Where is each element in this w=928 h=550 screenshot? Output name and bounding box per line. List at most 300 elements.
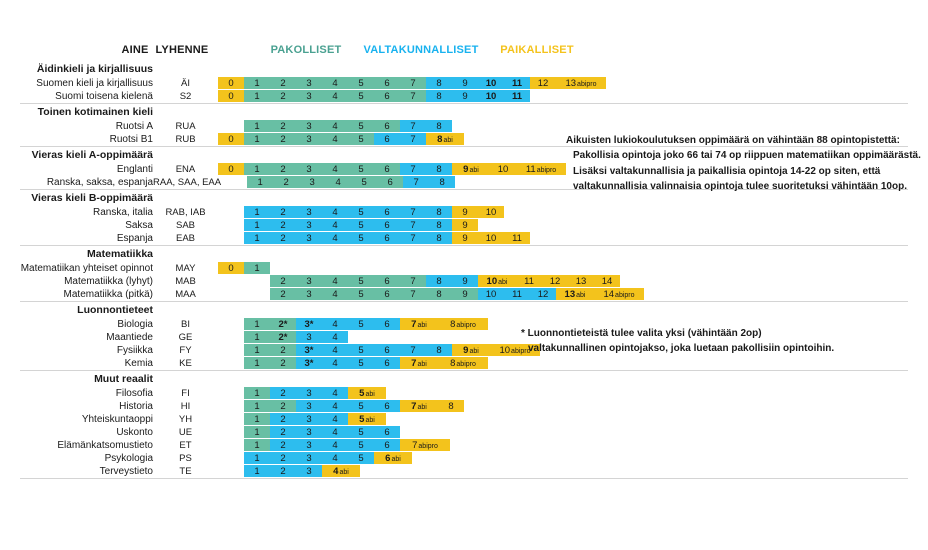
course-bars bbox=[218, 163, 566, 175]
course-unit-cell: 6 bbox=[374, 357, 400, 369]
course-unit-cell: 3 bbox=[296, 331, 322, 343]
course-unit-suffix: abipro bbox=[615, 292, 635, 299]
course-unit-cell: 9 bbox=[452, 275, 478, 287]
course-bars bbox=[218, 206, 504, 218]
course-row bbox=[8, 90, 920, 102]
course-bars bbox=[218, 357, 488, 369]
course-unit-cell: 6 bbox=[374, 77, 400, 89]
course-unit-cell: 10 abi bbox=[478, 275, 516, 287]
course-unit-cell: 6 bbox=[374, 120, 400, 132]
course-unit-cell: 1 bbox=[244, 387, 270, 399]
course-unit-cell: 2* bbox=[270, 318, 296, 330]
course-unit-cell: 10 bbox=[478, 77, 504, 89]
course-unit-cell: 4 abi bbox=[322, 465, 360, 477]
course-unit-cell: 6 bbox=[374, 219, 400, 231]
course-unit-cell: 2 bbox=[270, 413, 296, 425]
course-unit-cell: 4 bbox=[322, 387, 348, 399]
course-name: Kemia bbox=[124, 357, 153, 369]
course-name: Terveystieto bbox=[99, 465, 153, 477]
course-unit-cell: 7 bbox=[400, 275, 426, 287]
group-header: Vieras kieli B-oppimäärä bbox=[31, 192, 153, 204]
course-unit-cell: 8 bbox=[426, 77, 452, 89]
course-unit-cell: 5 bbox=[348, 206, 374, 218]
course-bars bbox=[218, 219, 478, 231]
course-unit-cell: 4 bbox=[325, 176, 351, 188]
course-unit-cell: 3 bbox=[296, 90, 322, 102]
group-header: Toinen kotimainen kieli bbox=[37, 106, 153, 118]
course-bars bbox=[218, 77, 606, 89]
course-table bbox=[8, 63, 920, 481]
course-unit-cell: 2 bbox=[270, 426, 296, 438]
course-name: Biologia bbox=[117, 318, 153, 330]
course-unit-suffix: abi bbox=[391, 456, 401, 463]
course-unit-cell: 7 bbox=[400, 120, 426, 132]
course-unit-suffix: abi bbox=[443, 137, 453, 144]
course-unit-cell: 9 bbox=[452, 288, 478, 300]
course-unit-cell: 6 bbox=[374, 439, 400, 451]
course-unit-cell: 13 abi bbox=[556, 288, 594, 300]
course-bars bbox=[218, 288, 644, 300]
course-name: Uskonto bbox=[116, 426, 153, 438]
course-name: Filosofia bbox=[115, 387, 153, 399]
course-unit-cell: 3 bbox=[296, 387, 322, 399]
course-abbr: GE bbox=[178, 331, 193, 343]
course-unit-cell: 8 abi bbox=[426, 133, 464, 145]
course-unit-cell: 7 bbox=[400, 219, 426, 231]
course-unit-cell: 1 bbox=[244, 219, 270, 231]
course-unit-cell: 5 bbox=[348, 439, 374, 451]
course-unit-cell: 4 bbox=[322, 275, 348, 287]
course-name: Ranska, italia bbox=[92, 206, 153, 218]
course-row bbox=[8, 288, 920, 300]
course-unit-suffix: abi bbox=[469, 348, 479, 355]
course-abbr: ÄI bbox=[181, 77, 190, 89]
course-unit-cell: 4 bbox=[322, 426, 348, 438]
course-name: Elämänkatsomustieto bbox=[57, 439, 153, 451]
note-line: Pakollisia opintoja joko 66 tai 74 op riippuen matematiikan oppimäärästä. bbox=[573, 150, 921, 162]
course-unit-cell: 4 bbox=[322, 331, 348, 343]
course-bars bbox=[218, 232, 530, 244]
course-abbr: MAY bbox=[175, 262, 196, 274]
course-bars bbox=[218, 275, 620, 287]
course-unit-cell: 2 bbox=[270, 232, 296, 244]
course-unit-cell: 10 abipro bbox=[490, 344, 540, 356]
course-unit-cell: 7 abipro bbox=[400, 439, 450, 451]
course-unit-cell: 5 bbox=[348, 232, 374, 244]
course-unit-cell: 2 bbox=[270, 288, 296, 300]
course-unit-cell: 7 bbox=[400, 77, 426, 89]
course-unit-cell: 13 abipro bbox=[556, 77, 606, 89]
course-unit-cell: 4 bbox=[322, 232, 348, 244]
course-unit-cell: 1 bbox=[244, 90, 270, 102]
course-unit-cell: 2 bbox=[270, 387, 296, 399]
course-unit-cell: 2 bbox=[270, 120, 296, 132]
course-unit-cell: 11 bbox=[504, 232, 530, 244]
course-abbr: SAB bbox=[175, 219, 195, 231]
group-header: Vieras kieli A-oppimäärä bbox=[31, 149, 153, 161]
course-row bbox=[8, 120, 920, 132]
course-unit-cell: 0 bbox=[218, 262, 244, 274]
course-unit-cell: 4 bbox=[322, 452, 348, 464]
legend-valtakunnalliset: VALTAKUNNALLISET bbox=[363, 44, 479, 56]
course-abbr: TE bbox=[179, 465, 192, 477]
course-bars bbox=[218, 465, 360, 477]
course-name: Psykologia bbox=[104, 452, 153, 464]
course-abbr: HI bbox=[180, 400, 191, 412]
course-abbr: ET bbox=[179, 439, 192, 451]
course-row bbox=[8, 357, 920, 369]
course-unit-cell: 7 bbox=[400, 90, 426, 102]
course-unit-suffix: abi bbox=[417, 322, 427, 329]
course-unit-cell: 5 bbox=[348, 288, 374, 300]
course-unit-cell: 7 bbox=[400, 344, 426, 356]
course-unit-cell: 5 bbox=[348, 120, 374, 132]
course-unit-cell: 2 bbox=[270, 163, 296, 175]
course-row bbox=[8, 387, 920, 399]
course-abbr: FY bbox=[179, 344, 192, 356]
course-unit-cell: 2 bbox=[270, 90, 296, 102]
course-unit-cell: 12 bbox=[542, 275, 568, 287]
course-unit-cell: 1 bbox=[244, 331, 270, 343]
course-bars bbox=[218, 331, 348, 343]
course-unit-cell: 10 bbox=[490, 163, 516, 175]
course-unit-cell: 9 bbox=[452, 232, 478, 244]
course-name: Fysiikka bbox=[116, 344, 153, 356]
course-unit-cell: 4 bbox=[322, 400, 348, 412]
course-unit-cell: 8 bbox=[438, 400, 464, 412]
course-abbr: YH bbox=[178, 413, 193, 425]
course-unit-cell: 3 bbox=[296, 120, 322, 132]
legend-paikalliset: PAIKALLISET bbox=[500, 44, 574, 56]
course-bars bbox=[218, 413, 386, 425]
course-unit-cell: 7 bbox=[400, 206, 426, 218]
course-row bbox=[8, 219, 920, 231]
course-unit-cell: 11 bbox=[504, 90, 530, 102]
course-abbr: BI bbox=[181, 318, 190, 330]
course-unit-cell: 5 bbox=[348, 90, 374, 102]
group-header: Muut reaalit bbox=[94, 373, 153, 385]
course-unit-cell: 1 bbox=[244, 426, 270, 438]
course-unit-cell: 11 abipro bbox=[516, 163, 566, 175]
course-unit-cell: 9 bbox=[452, 90, 478, 102]
course-unit-cell: 2 bbox=[270, 219, 296, 231]
course-bars bbox=[221, 176, 455, 188]
course-abbr: ENA bbox=[175, 163, 196, 175]
course-row bbox=[8, 413, 920, 425]
course-abbr: UE bbox=[178, 426, 193, 438]
course-unit-cell: 9 bbox=[452, 206, 478, 218]
course-unit-cell: 1 bbox=[244, 262, 270, 274]
course-unit-cell: 8 bbox=[426, 90, 452, 102]
course-unit-cell: 10 bbox=[478, 232, 504, 244]
course-unit-suffix: abi bbox=[576, 292, 586, 299]
course-bars bbox=[218, 262, 270, 274]
course-unit-cell: 2 bbox=[270, 452, 296, 464]
course-unit-cell: 1 bbox=[244, 163, 270, 175]
course-unit-cell: 3 bbox=[296, 133, 322, 145]
course-unit-suffix: abipro bbox=[536, 167, 557, 174]
course-unit-cell: 0 bbox=[218, 133, 244, 145]
course-row bbox=[8, 206, 920, 218]
course-unit-cell: 9 bbox=[452, 219, 478, 231]
course-unit-cell: 5 bbox=[348, 344, 374, 356]
course-unit-cell: 0 bbox=[218, 90, 244, 102]
course-unit-cell: 5 abi bbox=[348, 413, 386, 425]
course-unit-cell: 5 bbox=[348, 452, 374, 464]
course-unit-cell: 6 bbox=[374, 400, 400, 412]
course-unit-suffix: abi bbox=[417, 404, 427, 411]
course-unit-cell: 1 bbox=[244, 206, 270, 218]
course-unit-cell: 11 bbox=[516, 275, 542, 287]
course-name: Maantiede bbox=[106, 331, 153, 343]
course-unit-cell: 2 bbox=[270, 133, 296, 145]
course-unit-cell: 2 bbox=[270, 275, 296, 287]
course-unit-cell: 2 bbox=[270, 77, 296, 89]
course-unit-cell: 14 bbox=[594, 275, 620, 287]
course-unit-suffix: abi bbox=[339, 469, 349, 476]
course-unit-cell: 4 bbox=[322, 219, 348, 231]
course-unit-suffix: abipro bbox=[577, 81, 597, 88]
course-unit-cell: 2 bbox=[270, 439, 296, 451]
course-unit-cell: 4 bbox=[322, 133, 348, 145]
course-unit-cell: 4 bbox=[322, 344, 348, 356]
course-unit-cell: 8 bbox=[426, 219, 452, 231]
course-unit-cell: 11 bbox=[504, 77, 530, 89]
course-unit-cell: 3* bbox=[296, 318, 322, 330]
course-row bbox=[8, 275, 920, 287]
course-unit-cell: 8 bbox=[426, 288, 452, 300]
course-unit-suffix: abi bbox=[417, 361, 427, 368]
course-unit-cell: 10 bbox=[478, 90, 504, 102]
course-unit-cell: 8 bbox=[426, 232, 452, 244]
course-name: Suomen kieli ja kirjallisuus bbox=[36, 77, 153, 89]
course-abbr: S2 bbox=[179, 90, 192, 102]
course-unit-cell: 1 bbox=[244, 232, 270, 244]
course-unit-cell: 3 bbox=[296, 439, 322, 451]
course-unit-cell: 5 bbox=[348, 163, 374, 175]
course-unit-cell: 1 bbox=[247, 176, 273, 188]
course-unit-cell: 3 bbox=[296, 77, 322, 89]
course-unit-cell: 3 bbox=[296, 288, 322, 300]
note-luonnontieteet bbox=[521, 326, 834, 357]
course-unit-cell: 7 bbox=[400, 163, 426, 175]
course-abbr: MAA bbox=[175, 288, 196, 300]
course-unit-cell: 7 bbox=[400, 133, 426, 145]
group-separator bbox=[20, 301, 908, 302]
course-unit-cell: 1 bbox=[244, 133, 270, 145]
course-unit-cell: 6 bbox=[374, 344, 400, 356]
course-bars bbox=[218, 133, 464, 145]
course-unit-cell: 5 bbox=[348, 400, 374, 412]
course-name: Matematiikan yhteiset opinnot bbox=[20, 262, 153, 274]
course-unit-cell: 3 bbox=[296, 400, 322, 412]
course-unit-cell: 5 abi bbox=[348, 387, 386, 399]
course-unit-cell: 4 bbox=[322, 77, 348, 89]
course-unit-cell: 13 bbox=[568, 275, 594, 287]
course-unit-cell: 1 bbox=[244, 465, 270, 477]
note-line: Lisäksi valtakunnallisia ja paikallisia opintoja 14-22 op siten, että bbox=[573, 165, 881, 177]
course-unit-cell: 4 bbox=[322, 206, 348, 218]
course-bars bbox=[218, 439, 450, 451]
group-separator bbox=[20, 478, 908, 479]
course-abbr: RUA bbox=[175, 120, 196, 132]
course-name: Englanti bbox=[116, 163, 153, 175]
course-abbr: MAB bbox=[175, 275, 196, 287]
course-unit-cell: 1 bbox=[244, 400, 270, 412]
course-unit-cell: 3* bbox=[296, 357, 322, 369]
course-row bbox=[8, 465, 920, 477]
course-unit-cell: 1 bbox=[244, 120, 270, 132]
course-unit-cell: 6 bbox=[374, 90, 400, 102]
course-unit-cell: 2 bbox=[270, 344, 296, 356]
course-unit-cell: 2 bbox=[270, 357, 296, 369]
course-unit-cell: 6 bbox=[374, 133, 400, 145]
course-unit-cell: 6 bbox=[374, 206, 400, 218]
course-unit-cell: 6 abi bbox=[374, 452, 412, 464]
course-unit-suffix: abipro bbox=[511, 348, 531, 355]
course-abbr: KE bbox=[179, 357, 192, 369]
course-unit-cell: 1 bbox=[244, 357, 270, 369]
course-row bbox=[8, 439, 920, 451]
course-name: Suomi toisena kielenä bbox=[55, 90, 153, 102]
course-unit-cell: 8 bbox=[426, 163, 452, 175]
course-unit-cell: 0 bbox=[218, 77, 244, 89]
course-unit-cell: 1 bbox=[244, 77, 270, 89]
course-abbr: FI bbox=[181, 387, 190, 399]
course-unit-cell: 2 bbox=[270, 400, 296, 412]
course-unit-cell: 5 bbox=[348, 219, 374, 231]
course-unit-cell: 8 abipro bbox=[438, 318, 488, 330]
course-abbr: EAB bbox=[175, 232, 195, 244]
course-unit-cell: 7 bbox=[400, 288, 426, 300]
course-unit-cell: 6 bbox=[374, 232, 400, 244]
course-unit-cell: 12 bbox=[530, 288, 556, 300]
course-unit-cell: 8 bbox=[426, 120, 452, 132]
course-unit-cell: 1 bbox=[244, 344, 270, 356]
course-unit-cell: 7 abi bbox=[400, 357, 438, 369]
course-unit-cell: 5 bbox=[348, 426, 374, 438]
course-unit-cell: 6 bbox=[374, 426, 400, 438]
course-unit-cell: 7 bbox=[403, 176, 429, 188]
note-line: valtakunnallisia valinnaisia opintoja tulee suoritetuksi vähintään 10op. bbox=[573, 181, 907, 193]
course-unit-cell: 6 bbox=[374, 275, 400, 287]
course-unit-cell: 3* bbox=[296, 344, 322, 356]
course-unit-cell: 7 abi bbox=[400, 318, 438, 330]
course-unit-cell: 1 bbox=[244, 452, 270, 464]
course-bars bbox=[218, 318, 488, 330]
course-unit-cell: 3 bbox=[296, 452, 322, 464]
note-line: valtakunnallinen opintojakso, joka luetaan pakollisiin opintoihin. bbox=[528, 343, 835, 355]
course-abbr: RAB, IAB bbox=[165, 206, 206, 218]
course-unit-cell: 5 bbox=[351, 176, 377, 188]
course-unit-cell: 3 bbox=[296, 413, 322, 425]
course-name: Matematiikka (pitkä) bbox=[63, 288, 153, 300]
course-unit-cell: 4 bbox=[322, 288, 348, 300]
course-unit-cell: 2 bbox=[273, 176, 299, 188]
course-unit-cell: 11 bbox=[504, 288, 530, 300]
course-bars bbox=[218, 344, 540, 356]
course-unit-suffix: abipro bbox=[456, 361, 476, 368]
course-bars bbox=[218, 452, 412, 464]
course-unit-cell: 8 bbox=[426, 344, 452, 356]
column-header-aine: AINE bbox=[121, 44, 149, 56]
course-unit-cell: 1 bbox=[244, 318, 270, 330]
course-unit-cell: 4 bbox=[322, 120, 348, 132]
course-abbr: PS bbox=[179, 452, 192, 464]
course-unit-suffix: abi bbox=[365, 417, 375, 424]
course-row bbox=[8, 452, 920, 464]
course-bars bbox=[218, 90, 530, 102]
course-unit-cell: 4 bbox=[322, 318, 348, 330]
course-bars bbox=[218, 400, 464, 412]
note-line: Aikuisten lukiokoulutuksen oppimäärä on vähintään 88 opintopistettä: bbox=[566, 135, 900, 146]
course-row bbox=[8, 262, 920, 274]
course-unit-cell: 9 bbox=[452, 77, 478, 89]
course-unit-cell: 14 abipro bbox=[594, 288, 644, 300]
course-unit-cell: 3 bbox=[296, 275, 322, 287]
course-unit-cell: 8 bbox=[426, 206, 452, 218]
course-name: Yhteiskuntaoppi bbox=[81, 413, 153, 425]
course-unit-cell: 6 bbox=[374, 318, 400, 330]
group-header: Äidinkieli ja kirjallisuus bbox=[36, 63, 153, 75]
course-row bbox=[8, 232, 920, 244]
course-abbr: RAA, SAA, EAA bbox=[153, 176, 222, 188]
course-unit-cell: 6 bbox=[374, 163, 400, 175]
course-unit-cell: 5 bbox=[348, 318, 374, 330]
course-unit-cell: 4 bbox=[322, 413, 348, 425]
note-aikuisten bbox=[566, 133, 921, 195]
course-unit-cell: 3 bbox=[296, 426, 322, 438]
course-row bbox=[8, 400, 920, 412]
course-abbr: RUB bbox=[175, 133, 196, 145]
course-unit-suffix: abi bbox=[365, 391, 375, 398]
course-unit-cell: 6 bbox=[374, 288, 400, 300]
course-unit-cell: 1 bbox=[244, 439, 270, 451]
course-name: Matematiikka (lyhyt) bbox=[64, 275, 153, 287]
legend-pakolliset: PAKOLLISET bbox=[270, 44, 342, 56]
course-unit-cell: 2* bbox=[270, 331, 296, 343]
course-bars bbox=[218, 120, 452, 132]
course-name: Espanja bbox=[116, 232, 153, 244]
course-unit-cell: 3 bbox=[299, 176, 325, 188]
course-unit-cell: 9 abi bbox=[452, 344, 490, 356]
group-separator bbox=[20, 245, 908, 246]
course-unit-cell: 5 bbox=[348, 133, 374, 145]
course-unit-suffix: abi bbox=[498, 279, 508, 286]
course-unit-cell: 2 bbox=[270, 206, 296, 218]
course-unit-cell: 6 bbox=[377, 176, 403, 188]
course-unit-cell: 5 bbox=[348, 357, 374, 369]
course-unit-cell: 10 bbox=[478, 206, 504, 218]
group-separator bbox=[20, 370, 908, 371]
course-unit-cell: 3 bbox=[296, 163, 322, 175]
course-unit-cell: 4 bbox=[322, 90, 348, 102]
course-unit-cell: 3 bbox=[296, 232, 322, 244]
course-name: Historia bbox=[119, 400, 153, 412]
course-unit-cell: 5 bbox=[348, 275, 374, 287]
group-header: Matematiikka bbox=[87, 248, 153, 260]
course-unit-suffix: abipro bbox=[456, 322, 476, 329]
course-unit-cell: 7 bbox=[400, 232, 426, 244]
course-unit-cell: 4 bbox=[322, 163, 348, 175]
course-unit-cell: 5 bbox=[348, 77, 374, 89]
course-unit-cell: 2 bbox=[270, 465, 296, 477]
course-name: Ruotsi B1 bbox=[109, 133, 153, 145]
course-row bbox=[8, 77, 920, 89]
course-unit-cell: 3 bbox=[296, 206, 322, 218]
course-unit-cell: 4 bbox=[322, 357, 348, 369]
course-unit-cell: 7 abi bbox=[400, 400, 438, 412]
